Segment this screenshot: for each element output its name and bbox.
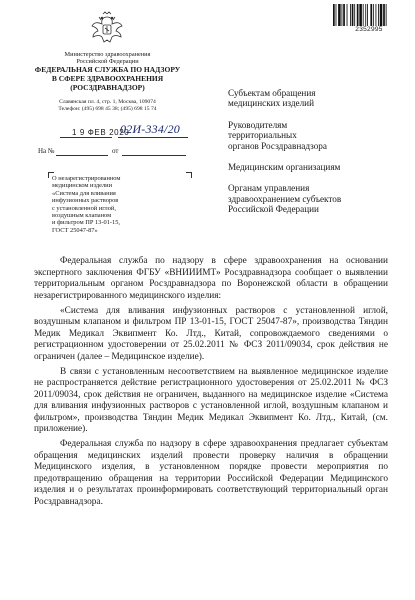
agency-name-line: ФЕДЕРАЛЬНАЯ СЛУЖБА ПО НАДЗОРУ (34, 65, 181, 75)
subject-line: ГОСТ 25047-87» (52, 226, 98, 234)
recipient (228, 183, 398, 214)
letter-date: 1 9 ФЕВ 2020 (72, 128, 130, 137)
barcode-bar (333, 4, 335, 26)
barcode-bar (357, 4, 359, 26)
phone-line: Телефон: (495) 698 45 38; (495) 698 15 74 (58, 105, 157, 112)
recipient-line: органов Росздравнадзора (228, 140, 327, 151)
recipient-line: Органам управления (228, 183, 310, 194)
recipient-line: медицинских изделий (228, 98, 315, 109)
letter-body (34, 256, 388, 512)
recipient (228, 120, 398, 151)
subject-line: воздушным клапаном (52, 212, 112, 220)
recipient-line: Субъектам обращения (228, 88, 316, 98)
letter-subject (52, 175, 192, 234)
barcode-bar (370, 4, 372, 26)
barcode-bar (380, 4, 383, 26)
subject-line: О незарегистрированном (52, 175, 121, 182)
subject-line: медицинском изделии (52, 182, 113, 190)
body-paragraph: Федеральная служба по надзору в сфере здравоохранения предлагает субъектам обращения медицинских изделий провести проверку наличия в обращении Медицинского изделия, в установленном порядке провести мероприятия по предотвращению обращения на территории Российской Федерации Медицинского изделия и о результатах проинформировать соответствующий территориальный орган Росздравнадзора. (34, 439, 388, 507)
recipient-line: территориальных (228, 130, 297, 141)
barcode-bar (378, 4, 379, 26)
barcode-bar (336, 4, 337, 26)
ministry-line: Министерство здравоохранения (64, 51, 151, 58)
barcode-bar (343, 4, 345, 26)
recipients-block (228, 88, 398, 226)
barcode-bar (347, 4, 348, 26)
recipient-line: Российской Федерации (228, 204, 319, 215)
reply-from-label: от (112, 147, 119, 155)
barcode-bar (373, 4, 374, 26)
barcode-bar (359, 4, 362, 26)
reply-number-underline (56, 155, 108, 156)
barcode-number: 2352995 (355, 26, 383, 33)
recipient (228, 162, 398, 172)
reply-date-underline (122, 155, 186, 156)
number-underline (118, 137, 188, 138)
recipient-line: Руководителям (228, 119, 288, 130)
ministry-line: Российской Федерации (76, 58, 139, 66)
body-paragraph: Федеральная служба по надзору в сфере здравоохранения на основании экспертного заключения ФГБУ «ВНИИИМТ» Росздравнадзора сообщает о выявлении территориальным органом Росздравнадзора по Воронежской области в обращении незарегистрированного медицинского изделия: (34, 256, 388, 301)
recipient-line: здравоохранением субъектов (228, 193, 342, 204)
barcode-image (333, 4, 405, 26)
agency-name-line: (РОСЗДРАВНАДЗОР) (70, 82, 145, 92)
reply-to-number-label: На № (38, 147, 55, 155)
subject-line: инфузионных растворов (52, 197, 119, 205)
barcode-bar (342, 4, 343, 26)
barcode-bar (383, 4, 385, 26)
recipient (228, 88, 398, 109)
barcode-bar (352, 4, 354, 26)
letterhead (10, 51, 205, 113)
barcode-bar (367, 4, 368, 26)
registration-number: 02И-334/20 (120, 122, 180, 136)
subject-line: и фильтром ПР 13-01-15, (52, 219, 121, 227)
coat-of-arms-icon (90, 10, 124, 48)
barcode-bar (363, 4, 364, 26)
barcode-bar (354, 4, 355, 26)
barcode-bar (376, 4, 377, 26)
body-paragraph: В связи с установленным несоответствием на выявленное медицинское изделие не распространяется действие регистрационного удостоверения от 25.02.2011 № ФСЗ 2011/09034, срок действия не ограничен, выданного на медицинское изделие «Система для вливания инфузионных растворов с установленной иглой, воздушным клапаном и фильтром», производства Тяндин Медик Медикал Эквипмент Ко. Лтд., Китай, (см. приложение). (34, 366, 388, 434)
body-paragraph: «Система для вливания инфузионных растворов с установленной иглой, воздушным клапаном и фильтром ПР 13-01-15, ГОСТ 25047-87», производства Тяндин Медик Медикал Эквипмент Ко. Лтд., Китай, сопровождаемого сведениями о регистрационном удостоверении от 25.02.2011 № ФСЗ 2011/09034, срок действия не ограничен (далее – Медицинское изделие). (34, 305, 388, 362)
barcode-bar (386, 4, 387, 26)
subject-line: с установленной иглой, (52, 204, 116, 212)
subject-line: «Система для вливания (52, 189, 116, 197)
recipient-line: Медицинским организациям (228, 162, 341, 173)
agency-name-line: В СФЕРЕ ЗДРАВООХРАНЕНИЯ (51, 74, 164, 83)
barcode-bar (350, 4, 351, 26)
address-line: Славянская пл. 4, стр. 1, Москва, 109074 (59, 99, 156, 106)
barcode-bar (365, 4, 366, 26)
date-underline (60, 137, 112, 138)
barcode-bar (338, 4, 341, 26)
